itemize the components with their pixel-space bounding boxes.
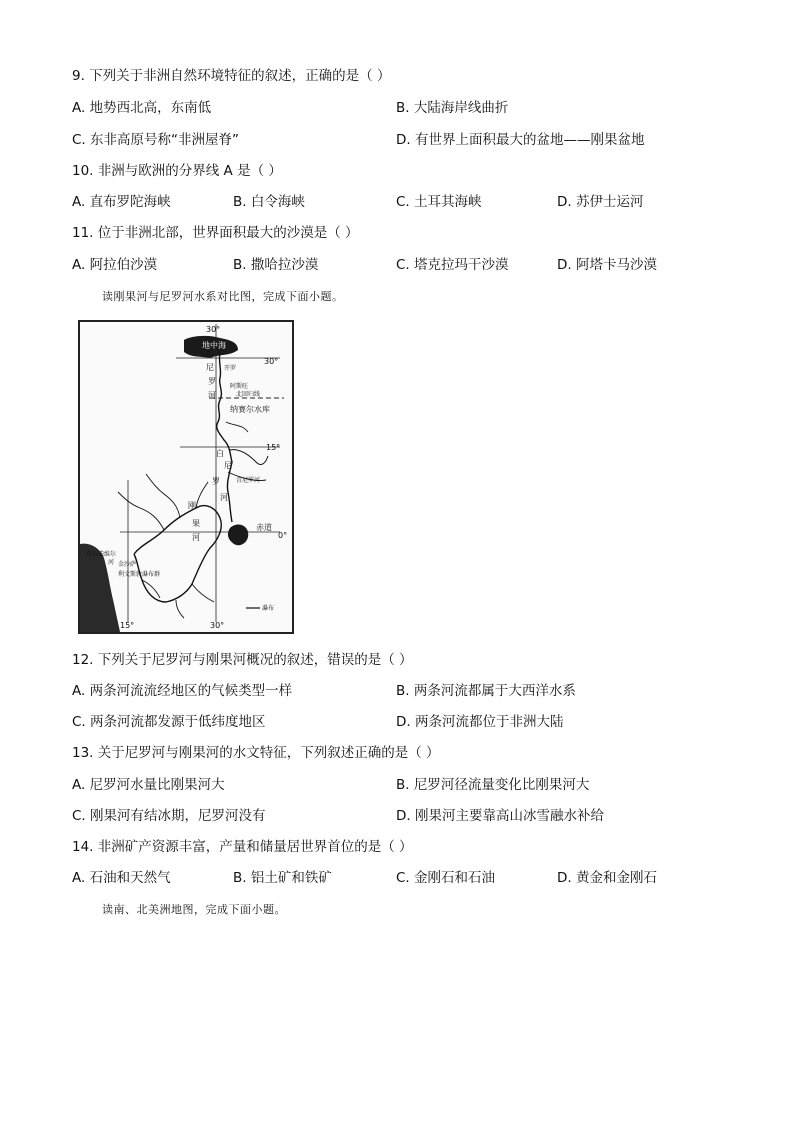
label-congo-char2: 果: [192, 519, 200, 528]
label-nile-char1: 尼: [206, 363, 214, 372]
q9-stem: 9. 下列关于非洲自然环境特征的叙述，正确的是（ ）: [72, 68, 391, 84]
label-kinshasa: 金沙萨: [118, 561, 137, 568]
lake-victoria-shape: [228, 525, 248, 546]
q9-option-c[interactable]: C. 东非高原号称“非洲屋脊”: [72, 132, 239, 148]
q13-option-c[interactable]: C. 刚果河有结冰期，尼罗河没有: [72, 808, 266, 824]
congo-river-path: [134, 506, 221, 602]
q14-option-c[interactable]: C. 金刚石和石油: [396, 870, 496, 886]
label-lon-top: 30°: [206, 325, 221, 334]
q9-option-b[interactable]: B. 大陆海岸线曲折: [396, 100, 509, 116]
congo-tributary5-path: [176, 600, 184, 618]
label-nasser: 纳赛尔水库: [230, 405, 270, 414]
label-congo-char1: 刚: [188, 501, 196, 510]
q14-stem: 14. 非洲矿产资源丰富，产量和储量居世界首位的是（ ）: [72, 839, 413, 855]
label-blue-nile: 青尼罗河: [236, 477, 261, 484]
blue-nile-path: [230, 450, 268, 465]
label-lon-bottom-left: 15°: [120, 621, 135, 630]
label-equator: 赤道: [256, 523, 272, 532]
congo-tributary4-path: [192, 584, 214, 602]
passage-intro-americas: 读南、北美洲地图，完成下面小题。: [102, 903, 286, 916]
label-congo-mouth: 河: [108, 559, 115, 566]
congo-tributary1-path: [118, 492, 164, 530]
q12-option-c[interactable]: C. 两条河流都发源于低纬度地区: [72, 714, 266, 730]
label-tropic: 北回归线: [236, 391, 261, 398]
label-lat-30: 30°: [264, 357, 279, 366]
congo-nile-map: [78, 320, 294, 634]
q13-option-b[interactable]: B. 尼罗河径流量变化比刚果河大: [396, 777, 590, 793]
q12-option-b[interactable]: B. 两条河流都属于大西洋水系: [396, 683, 576, 699]
label-white-nile-char2: 尼: [224, 461, 232, 470]
q9-option-a[interactable]: A. 地势西北高，东南低: [72, 100, 212, 116]
label-congo-char3: 河: [192, 533, 200, 542]
q13-option-d[interactable]: D. 刚果河主要靠高山冰雪融水补给: [396, 808, 604, 824]
q12-option-a[interactable]: A. 两条河流流经地区的气候类型一样: [72, 683, 293, 699]
q10-option-b[interactable]: B. 白令海峡: [233, 194, 305, 210]
label-white-nile-char3: 罗: [212, 477, 220, 486]
q10-option-a[interactable]: A. 直布罗陀海峡: [72, 194, 171, 210]
q9-option-d[interactable]: D. 有世界上面积最大的盆地——刚果盆地: [396, 132, 645, 148]
congo-tributary2-path: [146, 474, 180, 518]
label-cairo: 开罗: [224, 365, 237, 372]
label-nile-char2: 罗: [208, 377, 216, 386]
q12-stem: 12. 下列关于尼罗河与刚果河概况的叙述，错误的是（ ）: [72, 652, 413, 668]
q11-stem: 11. 位于非洲北部，世界面积最大的沙漠是（ ）: [72, 225, 359, 241]
q11-option-b[interactable]: B. 撒哈拉沙漠: [233, 257, 319, 273]
label-white-nile-char4: 河: [220, 493, 228, 502]
label-lon-bottom-right: 30°: [210, 621, 225, 630]
label-waterfall-legend: 瀑布: [262, 605, 275, 612]
label-sea: 地中海: [202, 341, 226, 350]
label-white-nile-char1: 白: [216, 449, 224, 458]
q11-option-a[interactable]: A. 阿拉伯沙漠: [72, 257, 158, 273]
q11-option-c[interactable]: C. 塔克拉玛干沙漠: [396, 257, 509, 273]
label-livingstone: 利文斯敦瀑布群: [118, 571, 161, 578]
label-lat-15: 15°: [266, 443, 281, 452]
map-drawing: [80, 322, 292, 632]
q14-option-d[interactable]: D. 黄金和金刚石: [557, 870, 657, 886]
label-aswan: 阿斯旺: [230, 383, 249, 390]
passage-intro-congo-nile: 读刚果河与尼罗河水系对比图，完成下面小题。: [102, 290, 344, 303]
q11-option-d[interactable]: D. 阿塔卡马沙漠: [557, 257, 657, 273]
q12-option-d[interactable]: D. 两条河流都位于非洲大陆: [396, 714, 564, 730]
q10-option-c[interactable]: C. 土耳其海峡: [396, 194, 482, 210]
label-lat-0: 0°: [278, 531, 288, 540]
q14-option-b[interactable]: B. 铝土矿和铁矿: [233, 870, 332, 886]
nile-tributary2-path: [226, 422, 248, 432]
q10-option-d[interactable]: D. 苏伊士运河: [557, 194, 644, 210]
q13-stem: 13. 关于尼罗河与刚果河的水文特征，下列叙述正确的是（ ）: [72, 745, 440, 761]
q14-option-a[interactable]: A. 石油和天然气: [72, 870, 171, 886]
congo-tributary3-path: [196, 482, 208, 508]
label-nile-char3: 河: [208, 391, 216, 400]
q10-stem: 10. 非洲与欧洲的分界线 A 是（ ）: [72, 163, 282, 179]
label-brazzaville: 布拉柴维尔: [86, 551, 117, 558]
q13-option-a[interactable]: A. 尼罗河水量比刚果河大: [72, 777, 225, 793]
